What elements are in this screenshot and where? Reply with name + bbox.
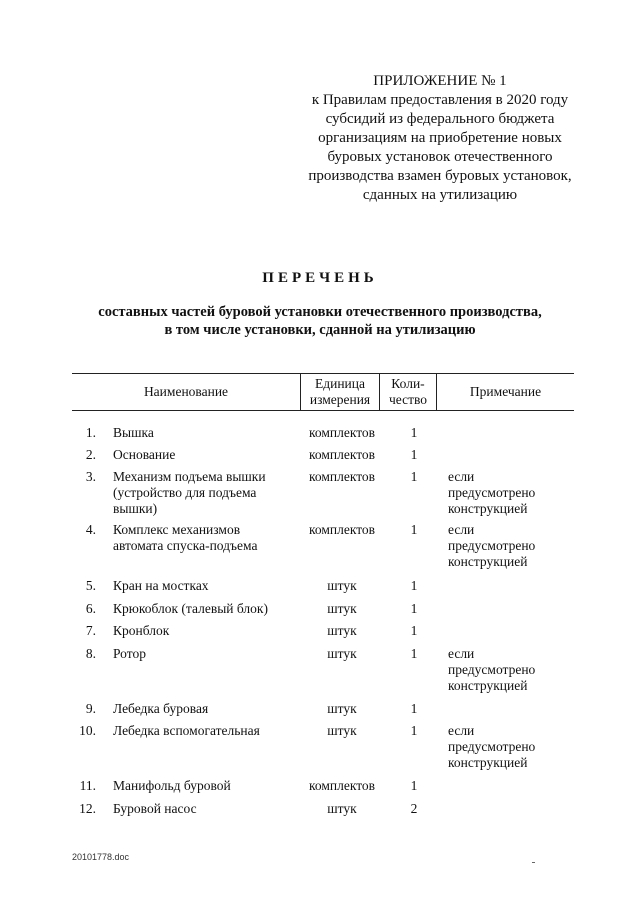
row-name: Кран на мостках (113, 578, 209, 593)
appendix-block (292, 72, 588, 205)
row-number: 10. (79, 723, 96, 738)
row-name: Механизм подъема вышки (устройство для подъема вышки) (113, 469, 266, 516)
appendix-line: к Правилам предоставления в 2020 году (311, 92, 569, 108)
scan-mark (532, 862, 535, 863)
row-number: 11. (79, 778, 96, 793)
row-unit: комплектов (308, 469, 376, 484)
row-unit: штук (327, 801, 357, 816)
row-unit: комплектов (308, 447, 376, 462)
row-name: Комплекс механизмов автомата спуска-подъема (113, 522, 258, 553)
row-note: если предусмотрено конструкцией (448, 646, 536, 693)
row-name: Ротор (113, 646, 146, 661)
row-qty: 1 (410, 578, 418, 593)
row-number: 5. (85, 578, 96, 593)
document-title: ПЕРЕЧЕНЬ (262, 270, 378, 286)
header-unit (301, 374, 379, 410)
header-note-label: Примечание (469, 384, 542, 399)
row-unit: комплектов (308, 425, 376, 440)
subtitle-line: в том числе установки, сданной на утилизацию (164, 322, 476, 338)
row-name: Лебедка буровая (113, 701, 209, 716)
row-number: 6. (85, 601, 96, 616)
row-note: если предусмотрено конструкцией (448, 522, 536, 569)
row-qty: 2 (410, 801, 418, 816)
subtitle-line: составных частей буровой установки отечественного производства, (98, 304, 542, 320)
appendix-line: организациям на приобретение новых (318, 130, 562, 146)
row-name: Кронблок (113, 623, 170, 638)
header-name-label: Наименование (143, 384, 229, 399)
appendix-line: производства взамен буровых установок, (308, 168, 572, 184)
row-unit: комплектов (308, 522, 376, 537)
header-qty-line1: Коли- (391, 376, 425, 391)
row-qty: 1 (410, 723, 418, 738)
row-number: 12. (79, 801, 96, 816)
row-qty: 1 (410, 701, 418, 716)
row-number: 4. (85, 522, 96, 537)
row-number: 1. (85, 425, 96, 440)
appendix-line: субсидий из федерального бюджета (325, 111, 555, 127)
row-unit: штук (327, 578, 357, 593)
row-unit: штук (327, 723, 357, 738)
row-qty: 1 (410, 425, 418, 440)
appendix-title: ПРИЛОЖЕНИЕ № 1 (373, 73, 507, 89)
row-name: Вышка (113, 425, 154, 440)
row-number: 8. (85, 646, 96, 661)
row-unit: штук (327, 601, 357, 616)
row-name: Манифольд буровой (113, 778, 231, 793)
header-unit-line1: Единица (314, 376, 365, 391)
row-unit: штук (327, 623, 357, 638)
header-name (72, 374, 300, 410)
header-unit-line2: измерения (309, 392, 371, 407)
appendix-line: буровых установок отечественного (327, 149, 553, 165)
header-note (437, 374, 574, 410)
row-qty: 1 (410, 469, 418, 484)
header-qty (380, 374, 436, 410)
row-unit: штук (327, 701, 357, 716)
row-name: Лебедка вспомогательная (113, 723, 260, 738)
row-note: если предусмотрено конструкцией (448, 469, 536, 516)
file-code: 20101778.doc (72, 852, 130, 862)
row-name: Буровой насос (113, 801, 197, 816)
row-qty: 1 (410, 447, 418, 462)
row-number: 2. (85, 447, 96, 462)
row-qty: 1 (410, 601, 418, 616)
row-note: если предусмотрено конструкцией (448, 723, 536, 770)
row-name: Крюкоблок (талевый блок) (113, 601, 268, 616)
row-qty: 1 (410, 778, 418, 793)
row-unit: комплектов (308, 778, 376, 793)
row-qty: 1 (410, 623, 418, 638)
row-unit: штук (327, 646, 357, 661)
header-qty-line2: чество (388, 392, 428, 407)
row-number: 3. (85, 469, 96, 484)
row-number: 7. (85, 623, 96, 638)
document-subtitle (0, 303, 640, 339)
appendix-line: сданных на утилизацию (362, 187, 518, 203)
table-header (72, 373, 574, 411)
row-number: 9. (85, 701, 96, 716)
row-qty: 1 (410, 646, 418, 661)
row-qty: 1 (410, 522, 418, 537)
row-name: Основание (113, 447, 176, 462)
